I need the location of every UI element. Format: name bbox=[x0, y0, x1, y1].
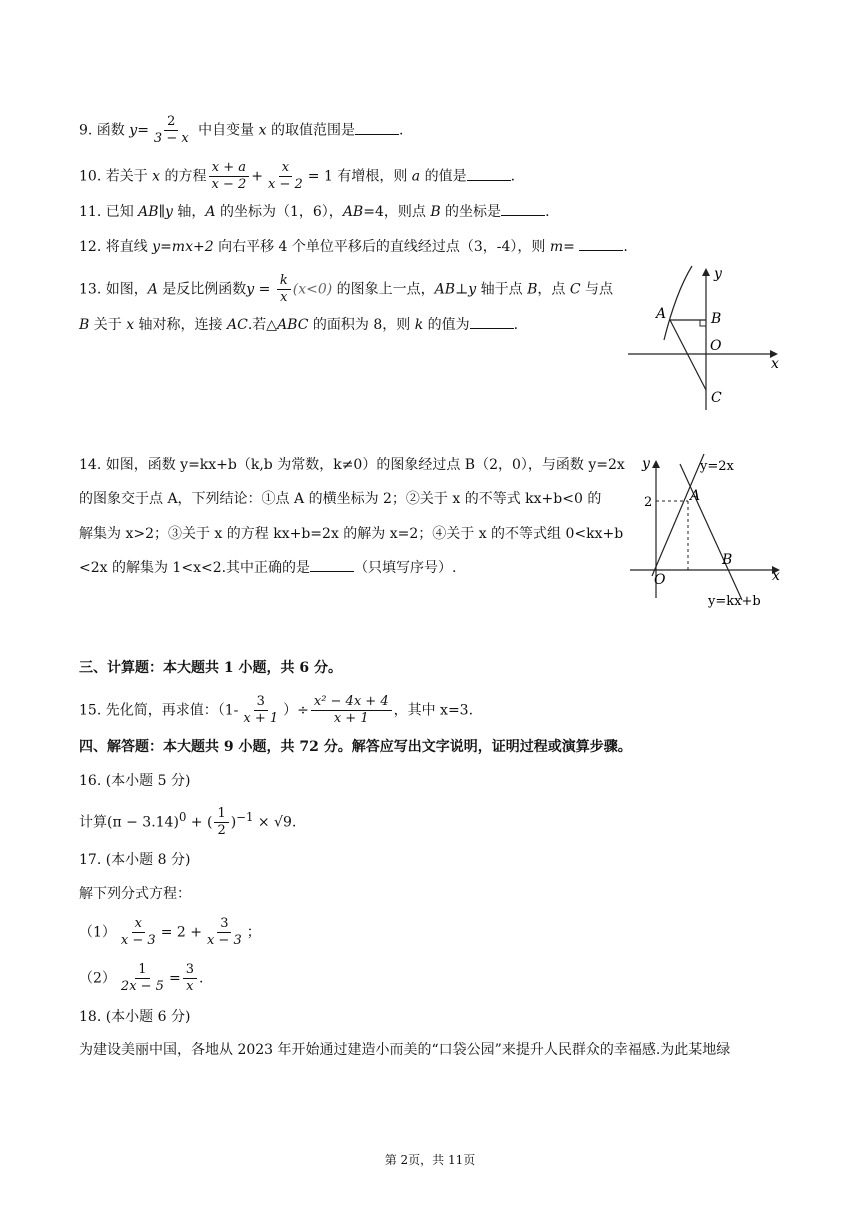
figure-13 bbox=[620, 262, 790, 412]
fraction: $\frac{3}{x + 1}$ bbox=[243, 694, 279, 726]
label-A: A bbox=[690, 488, 701, 504]
label-B: B bbox=[722, 552, 733, 568]
question-18-text: 为建设美丽中国，各地从 2023 年开始通过建造小而美的“口袋公园”来提升人民群众的幸福感.为此某地绿 bbox=[79, 1042, 731, 1058]
fraction: $\frac{2}{3 - x}$ bbox=[153, 114, 189, 146]
fraction: $\frac{1}{2x - 5}$ bbox=[120, 962, 164, 994]
figure-14 bbox=[624, 450, 794, 615]
label-y: y bbox=[714, 266, 722, 282]
answer-blank[interactable] bbox=[467, 166, 511, 181]
fraction: $\frac{1}{2}$ bbox=[214, 806, 228, 839]
question-14-line2: 的图象交于点 A，下列结论：①点 A 的横坐标为 2；②关于 x 的不等式 kx+b<0 的 bbox=[79, 491, 602, 507]
question-16-head: 16. (本小题 5 分) bbox=[79, 773, 191, 789]
label-C: C bbox=[711, 390, 722, 406]
question-13-line1: 13. 如图，A 是反比例函数y = $\frac{k}{x}$ (x<0) 的图象上一点，AB⊥y 轴于点 B，点 C 与点 bbox=[79, 273, 613, 305]
question-17-intro: 解下列分式方程： bbox=[79, 886, 191, 902]
question-11: 11. 已知 AB∥y 轴，A 的坐标为（1，6），AB=4，则点 B 的坐标是 . bbox=[79, 201, 550, 222]
label-y: y bbox=[642, 456, 650, 472]
answer-blank[interactable] bbox=[310, 557, 354, 572]
section-3-heading: 三、计算题：本大题共 1 小题，共 6 分。 bbox=[79, 660, 342, 676]
question-17-part2: （2） $\frac{1}{2x - 5}$ = $\frac{3}{x}$ . bbox=[79, 962, 204, 994]
question-17-part1: （1） $\frac{x}{x - 3}$ = 2 + $\frac{3}{x - 3}$ ； bbox=[79, 916, 261, 948]
answer-blank[interactable] bbox=[355, 120, 399, 135]
question-14-line1: 14. 如图，函数 y=kx+b（k,b 为常数，k≠0）的图象经过点 B（2，0），与函数 y=2x bbox=[79, 457, 625, 473]
label-x: x bbox=[772, 568, 780, 584]
page-footer: 第 2页，共 11页 bbox=[384, 1153, 476, 1167]
label-O: O bbox=[710, 338, 722, 354]
label-y-2x: y=2x bbox=[700, 459, 734, 474]
answer-blank[interactable] bbox=[579, 236, 623, 251]
label-B: B bbox=[711, 311, 722, 327]
label-A: A bbox=[656, 306, 667, 322]
question-13-line2: B 关于 x 轴对称，连接 AC.若△ABC 的面积为 8，则 k 的值为 . bbox=[79, 314, 518, 335]
fraction: $\frac{\text{x² − 4x + 4}}{x + 1}$ bbox=[311, 694, 392, 727]
question-14-line3: 解集为 x>2；③关于 x 的方程 kx+b=2x 的解为 x=2；④关于 x 的不等式组 0<kx+b bbox=[79, 526, 624, 542]
fraction: $\frac{k}{x}$ bbox=[277, 273, 291, 306]
label-y-kxb: y=kx+b bbox=[708, 594, 761, 609]
fraction: $\frac{x}{x - 2}$ bbox=[268, 160, 303, 192]
question-18-head: 18. (本小题 6 分) bbox=[79, 1009, 191, 1025]
question-10: 10. 若关于 x 的方程 $\frac{x + a}{x - 2}$ + $\frac{x}{x - 2}$ = 1 有增根，则 a 的值是 . bbox=[79, 160, 516, 192]
fraction: $\frac{3}{x - 3}$ bbox=[206, 916, 242, 948]
section-4-heading: 四、解答题：本大题共 9 小题，共 72 分。解答应写出文字说明，证明过程或演算步骤。 bbox=[79, 739, 632, 755]
fraction: $\frac{x}{x - 3}$ bbox=[120, 916, 156, 948]
answer-blank[interactable] bbox=[501, 201, 545, 216]
answer-blank[interactable] bbox=[470, 314, 514, 329]
fraction: $\frac{x + a}{x - 2}$ bbox=[209, 160, 250, 193]
question-14-line4: <2x 的解集为 1<x<2.其中正确的是 （只填写序号）. bbox=[79, 557, 457, 578]
fraction: $\frac{3}{x}$ bbox=[183, 962, 197, 995]
label-O: O bbox=[654, 572, 666, 588]
question-12: 12. 将直线 y=mx+2 向右平移 4 个单位平移后的直线经过点（3，-4），则 m= . bbox=[79, 236, 628, 257]
question-9: 9. 函数 y= $\frac{2}{3 - x}$ 中自变量 x 的取值范围是 . bbox=[79, 114, 404, 146]
question-16-body: 计算$(\pi - 3.14)^0$ + ( $\frac{1}{2}$ )$^{-1}$ × √9. bbox=[79, 806, 297, 838]
label-two: 2 bbox=[644, 495, 653, 510]
question-15: 15. 先化简，再求值：（1- $\frac{3}{x + 1}$ ）÷ $\frac{\text{x² − 4x + 4}}{x + 1}$ ，其中 x=3. bbox=[79, 694, 474, 726]
label-x: x bbox=[771, 356, 779, 372]
question-17-head: 17. (本小题 8 分) bbox=[79, 852, 191, 868]
